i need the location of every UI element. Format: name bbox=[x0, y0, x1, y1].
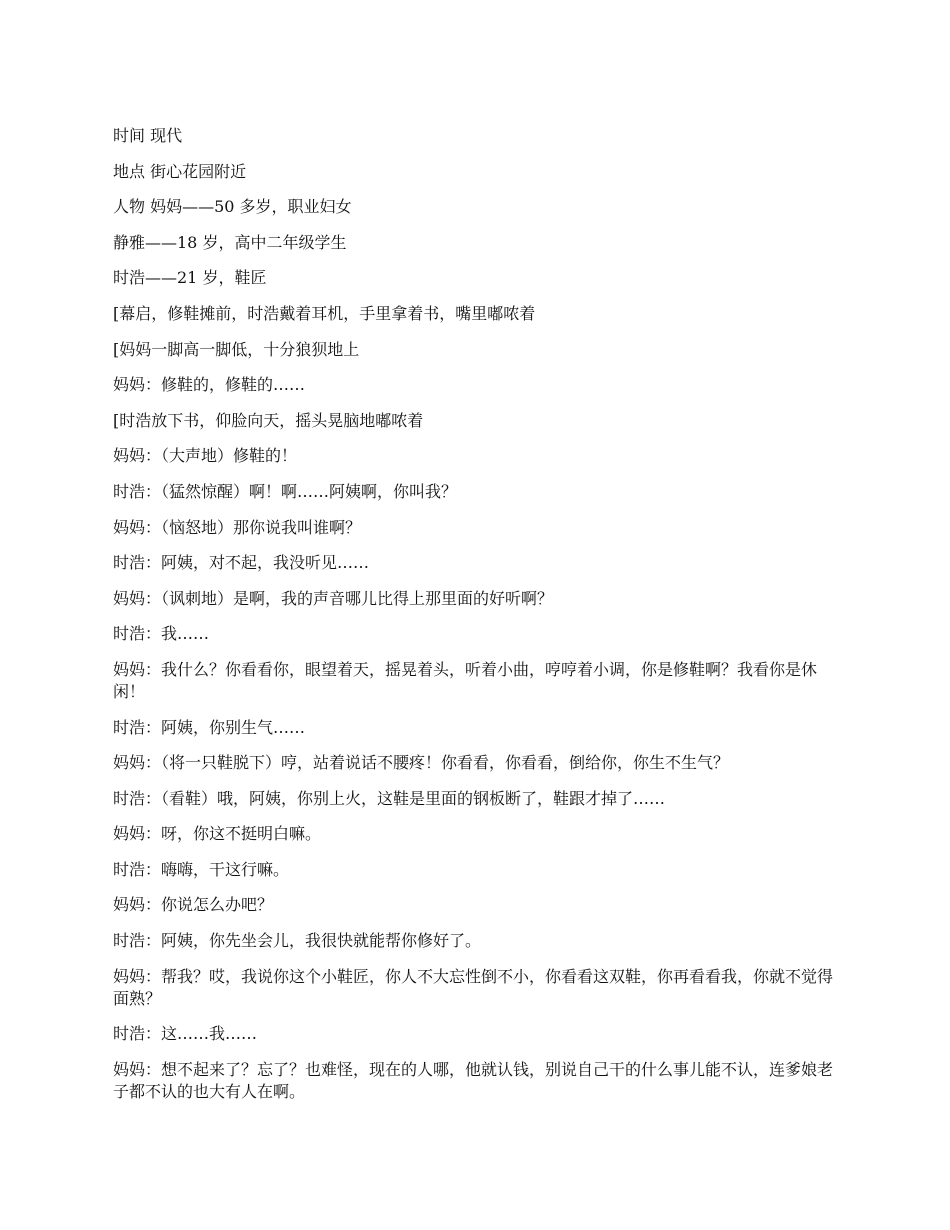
dialogue-line: 时浩：我…… bbox=[113, 624, 210, 644]
dialogue-line: 妈妈：想不起来了？忘了？也难怪，现在的人哪，他就认钱，别说自己干的什么事儿能不认，连爹娘老子都不认的也大有人在啊。 bbox=[113, 1059, 834, 1101]
dialogue-line: 妈妈：帮我？哎，我说你这个小鞋匠，你人不大忘性倒不小，你看看这双鞋，你再看看我，你就不觉得面熟？ bbox=[113, 966, 834, 1008]
dialogue-line: 妈妈：（大声地）修鞋的！ bbox=[113, 446, 298, 466]
dialogue-line: 时浩：（猛然惊醒）啊！啊……阿姨啊，你叫我？ bbox=[113, 481, 458, 501]
character-shihao: 时浩——21 岁，鞋匠 bbox=[113, 268, 267, 288]
dialogue-line: 时浩：嗨嗨，干这行嘛。 bbox=[113, 859, 290, 879]
stage-direction: [妈妈一脚高一脚低，十分狼狈地上 bbox=[113, 339, 360, 359]
dialogue-line: 时浩：阿姨，对不起，我没听见…… bbox=[113, 553, 370, 573]
script-body bbox=[113, 125, 838, 1116]
dialogue-line: 妈妈：（将一只鞋脱下）哼，站着说话不腰疼！你看看，你看看，倒给你，你生不生气？ bbox=[113, 753, 730, 773]
character-jingya: 静雅——18 岁，高中二年级学生 bbox=[113, 232, 347, 252]
dialogue-line: 妈妈：（讽刺地）是啊，我的声音哪儿比得上那里面的好听啊？ bbox=[113, 588, 554, 608]
setting-time: 时间 现代 bbox=[113, 126, 183, 145]
dialogue-line: 妈妈：我什么？你看看你，眼望着天，摇晃着头，听着小曲，哼哼着小调，你是修鞋啊？我看你是休闲！ bbox=[113, 659, 818, 701]
dialogue-line: 时浩：阿姨，你先坐会儿，我很快就能帮你修好了。 bbox=[113, 931, 482, 951]
character-mother: 人物 妈妈——50 多岁，职业妇女 bbox=[113, 197, 352, 217]
dialogue-line: 时浩：这……我…… bbox=[113, 1024, 258, 1044]
dialogue-line: 时浩：阿姨，你别生气…… bbox=[113, 717, 306, 737]
stage-direction: [幕启，修鞋摊前，时浩戴着耳机，手里拿着书，嘴里嘟哝着 bbox=[113, 303, 536, 323]
setting-place: 地点 街心花园附近 bbox=[113, 161, 247, 181]
stage-direction: [时浩放下书，仰脸向天，摇头晃脑地嘟哝着 bbox=[113, 410, 424, 430]
dialogue-line: 妈妈：你说怎么办吧？ bbox=[113, 895, 274, 915]
dialogue-line: 妈妈：呀，你这不挺明白嘛。 bbox=[113, 824, 322, 844]
dialogue-line: 妈妈：修鞋的，修鞋的…… bbox=[113, 375, 306, 395]
dialogue-line: 时浩：（看鞋）哦，阿姨，你别上火，这鞋是里面的钢板断了，鞋跟才掉了…… bbox=[113, 788, 666, 808]
dialogue-line: 妈妈：（恼怒地）那你说我叫谁啊？ bbox=[113, 517, 362, 537]
